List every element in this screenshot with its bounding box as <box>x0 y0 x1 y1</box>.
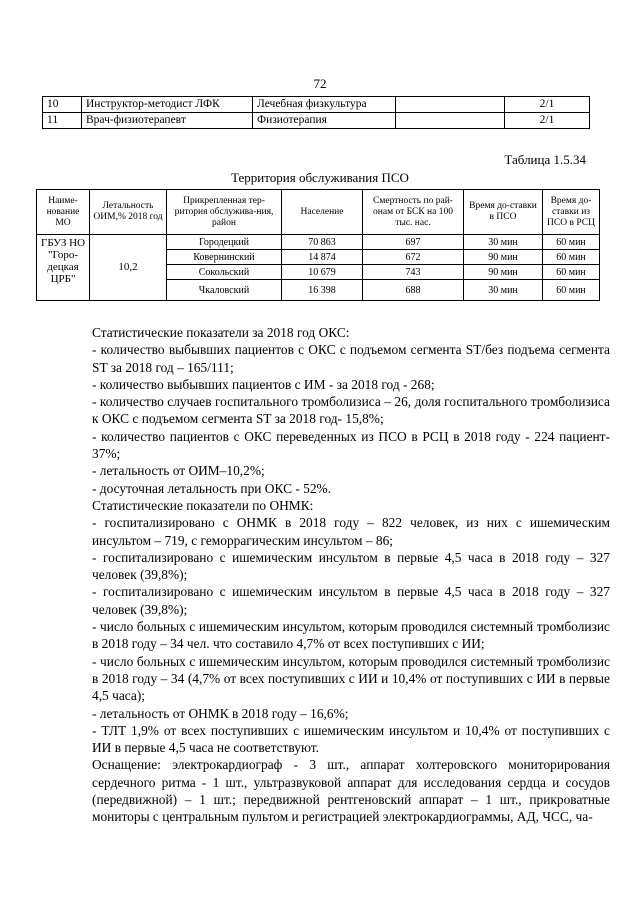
mortality-cell: 672 <box>363 250 464 265</box>
header-time-pso: Время до-ставки в ПСО <box>464 190 543 235</box>
time-pso-cell: 30 мин <box>464 280 543 301</box>
paragraph: - число больных с ишемическим инсультом, которым проводился системный тромболизис в 2018 году – 34 чел. что составило 4,7% от всех поступивших с ИИ; <box>92 619 610 652</box>
paragraph: - досуточная летальность при ОКС - 52%. <box>92 480 332 496</box>
population-cell: 14 874 <box>282 250 363 265</box>
row-number: 11 <box>43 113 82 129</box>
empty-cell <box>396 113 505 129</box>
header-population: Население <box>282 190 363 235</box>
paragraph: - число больных с ишемическим инсультом, которым проводился системный тромболизис в 2018 году – 34 (4,7% от всех поступивших с ИИ и 10,4% от поступивших с ИИ в первые 4,5 часа); <box>92 653 610 704</box>
header-time-rsc: Время до-ставки из ПСО в РСЦ <box>543 190 600 235</box>
paragraph: - госпитализировано с ишемическим инсультом в первые 4,5 часа в 2018 году – 327 человек (39,8%); <box>92 549 610 583</box>
paragraph: - ТЛТ 1,9% от всех поступивших с ишемическим инсультом и 10,4% от поступивших с ИИ в первые 4,5 часа не соответствуют. <box>92 722 610 756</box>
district-cell: Городецкий <box>167 235 282 250</box>
position-cell: Инструктор-методист ЛФК <box>82 97 253 113</box>
table-row <box>37 235 600 250</box>
mo-name-cell: ГБУЗ НО "Горо-децкая ЦРБ" <box>37 235 90 301</box>
header-territory: Прикрепленная тер-ритория обслужива-ния, район <box>167 190 282 235</box>
header-lethality: Летальность ОИМ,% 2018 год <box>90 190 167 235</box>
paragraph: - летальность от ОИМ–10,2%; <box>92 463 265 479</box>
lethality-cell: 10,2 <box>90 235 167 301</box>
table-row <box>43 97 590 113</box>
staff-table <box>42 96 590 129</box>
paragraph: - количество выбывших пациентов с ОКС с подъемом сегмента ST/без подъема сегмента ST за 2018 год – 165/111; <box>92 342 610 375</box>
time-rsc-cell: 60 мин <box>543 265 600 280</box>
population-cell: 70 863 <box>282 235 363 250</box>
time-pso-cell: 90 мин <box>464 265 543 280</box>
district-cell: Чкаловский <box>167 280 282 301</box>
district-cell: Сокольский <box>167 265 282 280</box>
paragraph: - госпитализировано с ишемическим инсультом в первые 4,5 часа в 2018 году – 327 человек (39,8%); <box>92 584 610 617</box>
paragraph: - количество случаев госпитального тромболизиса – 26, доля госпитального тромболизиса к ОКС с подъемом сегмента ST за 2018 год- 15,8%; <box>92 394 610 427</box>
table-title: Территория обслуживания ПСО <box>231 170 409 185</box>
time-rsc-cell: 60 мин <box>543 235 600 250</box>
mortality-cell: 697 <box>363 235 464 250</box>
header-row <box>37 190 600 235</box>
department-cell: Физиотерапия <box>253 113 396 129</box>
ratio-cell: 2/1 <box>505 113 590 129</box>
paragraph: - количество выбывших пациентов с ИМ - за 2018 год - 268; <box>92 376 435 392</box>
paragraph: - летальность от ОНМК в 2018 году – 16,6%; <box>92 705 349 721</box>
ratio-cell: 2/1 <box>505 97 590 113</box>
table-number: Таблица 1.5.34 <box>504 152 586 167</box>
position-cell: Врач-физиотерапевт <box>82 113 253 129</box>
paragraph: Статистические показатели по ОНМК: <box>92 497 314 513</box>
paragraph: - госпитализировано с ОНМК в 2018 году – 822 человек, из них с ишемическим инсультом – 719, с геморрагическим инсультом – 86; <box>92 515 610 548</box>
time-rsc-cell: 60 мин <box>543 280 600 301</box>
paragraph: - количество пациентов с ОКС переведенных из ПСО в РСЦ в 2018 году - 224 пациент- 37%; <box>92 428 610 462</box>
paragraph: Статистические показатели за 2018 год ОКС: <box>92 325 350 340</box>
row-number: 10 <box>43 97 82 113</box>
paragraph: Оснащение: электрокардиограф - 3 шт., аппарат холтеровского мониторирования сердечного ритма - 1 шт., ультразвуковой аппарат для исследования сердца и сосудов (передвижной) – 1 шт.; передвижной рентгеновский аппарат – 1 шт., прикроватные мониторы с центральным пультом и регистрацией электрокардиограммы, АД, ЧСС, ча- <box>92 757 610 825</box>
empty-cell <box>396 97 505 113</box>
district-cell: Ковернинский <box>167 250 282 265</box>
department-cell: Лечебная физкультура <box>253 97 396 113</box>
population-cell: 16 398 <box>282 280 363 301</box>
time-pso-cell: 30 мин <box>464 235 543 250</box>
header-mo: Наиме-нование МО <box>37 190 90 235</box>
mortality-cell: 743 <box>363 265 464 280</box>
body-text <box>92 324 610 826</box>
table-row <box>43 113 590 129</box>
population-cell: 10 679 <box>282 265 363 280</box>
time-pso-cell: 90 мин <box>464 250 543 265</box>
service-territory-table <box>36 189 600 301</box>
mortality-cell: 688 <box>363 280 464 301</box>
header-mortality: Смертность по рай-онам от БСК на 100 тыс. нас. <box>363 190 464 235</box>
page-number: 72 <box>313 76 327 91</box>
time-rsc-cell: 60 мин <box>543 250 600 265</box>
